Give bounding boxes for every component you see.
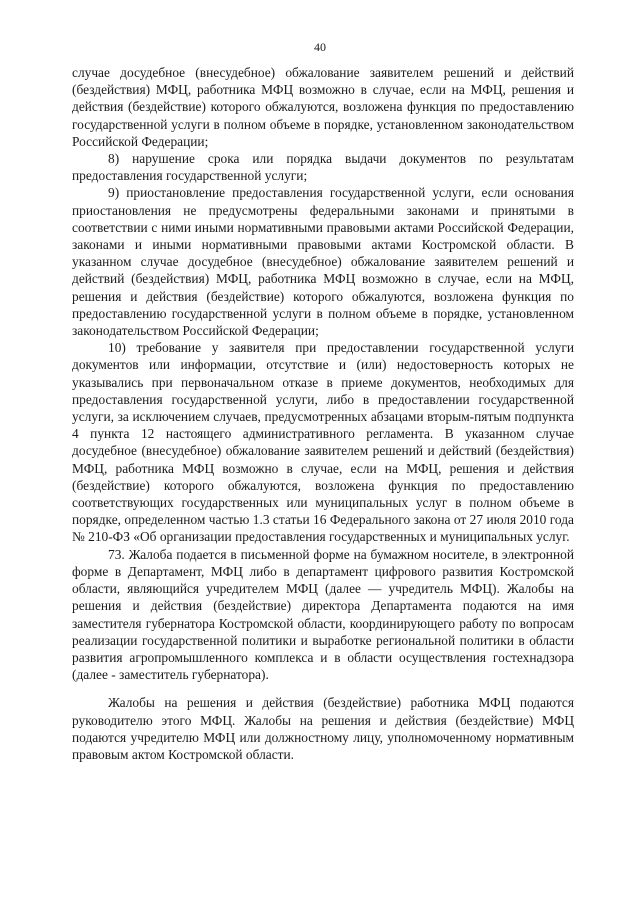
- paragraph-item-10: 10) требование у заявителя при предоставлении государственной услуги документов или информации, отсутствие и (или) недостоверность которых не указывались при первоначальном отказе в приеме документов, необходимых для предоставления государственной услуги, либо в предоставлении государственной услуги, за исключением случаев, предусмотренных абзацами вторым-пятым подпункта 4 пункта 12 настоящего административного регламента. В указанном случае досудебное (внесудебное) обжалование заявителем решений и действий (бездействия) МФЦ, работника МФЦ возможно в случае, если на МФЦ, решения и действия (бездействие) которого обжалуются, возложена функция по предоставлению соответствующих государственных или муниципальных услуг в полном объеме в порядке, определенном частью 1.3 статьи 16 Федерального закона от 27 июля 2010 года № 210-ФЗ «Об организации предоставления государственных и муниципальных услуг.: [72, 340, 574, 545]
- paragraph-item-9: 9) приостановление предоставления государственной услуги, если основания приостановления не предусмотрены федеральными законами и принятыми в соответствии с ними иными нормативными правовыми актами Российской Федерации, законами и иными нормативными правовыми актами Костромской области. В указанном случае досудебное (внесудебное) обжалование заявителем решений и действий (бездействия) МФЦ, работника МФЦ возможно в случае, если на МФЦ, решения и действия (бездействие) которого обжалуются, возложена функция по предоставлению государственной услуги в полном объеме в порядке, установленном законодательством Российской Федерации;: [72, 185, 574, 339]
- paragraph-spacer: [72, 683, 574, 694]
- paragraph-clause-73: 73. Жалоба подается в письменной форме на бумажном носителе, в электронной форме в Департамент, МФЦ либо в департамент цифрового развития Костромской области, являющийся учредителем МФЦ (далее — учредитель МФЦ). Жалобы на решения и действия (бездействие) директора Департамента подаются на имя заместителя губернатора Костромской области, координирующего работу по вопросам реализации государственной политики и выработке региональной политики в области развития агропромышленного комплекса и в области осуществления гостехнадзора (далее - заместитель губернатора).: [72, 546, 574, 683]
- paragraph-complaints-mfc: Жалобы на решения и действия (бездействие) работника МФЦ подаются руководителю этого МФЦ. Жалобы на решения и действия (бездействие) МФЦ подаются учредителю МФЦ или должностному лицу, уполномоченному нормативным правовым актом Костромской области.: [72, 695, 574, 762]
- document-body: [72, 64, 574, 763]
- paragraph-item-8: 8) нарушение срока или порядка выдачи документов по результатам предоставления государственной услуги;: [72, 151, 574, 184]
- page-number: 40: [314, 40, 326, 54]
- paragraph-continuation: случае досудебное (внесудебное) обжалование заявителем решений и действий (бездействия) МФЦ, работника МФЦ возможно в случае, если на МФЦ, решения и действия (бездействие) которого обжалуются, возложена функция по предоставлению государственной услуги в полном объеме в порядке, установленном законодательством Российской Федерации;: [72, 65, 574, 149]
